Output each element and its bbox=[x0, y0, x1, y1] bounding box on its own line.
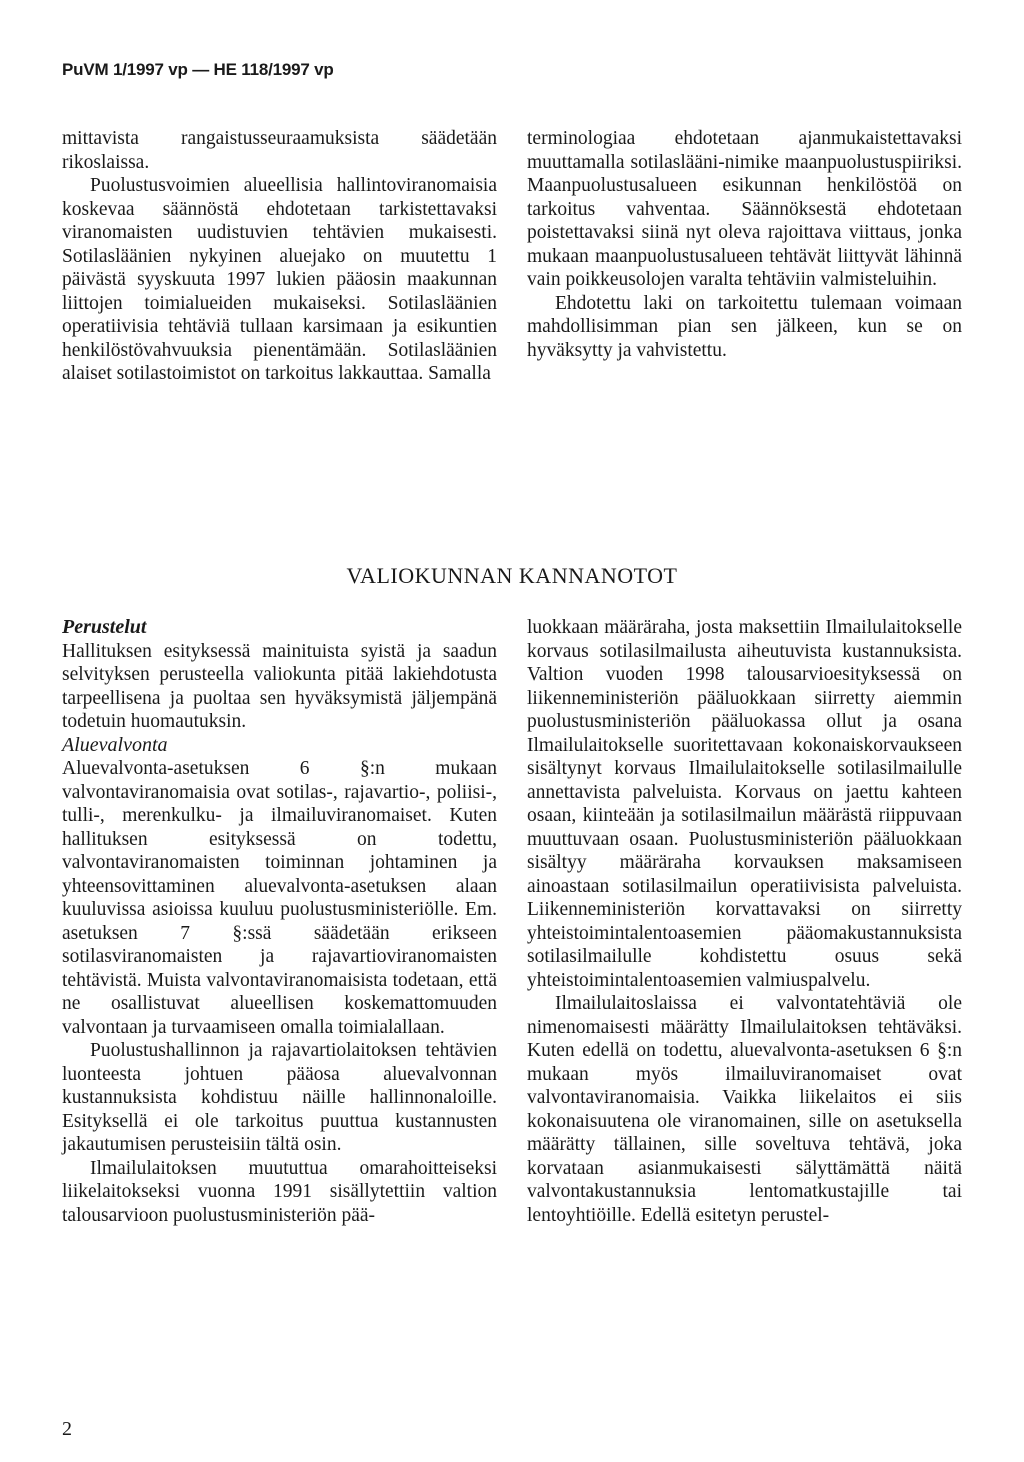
top-left-column bbox=[62, 127, 497, 386]
bottom-left-column bbox=[62, 616, 497, 1227]
paragraph: Ilmailulaitoksen muututtua omarahoitteiseksi liikelaitokseksi vuonna 1991 sisällytettiin valtion talousarvioon puolustusministeriön pää- bbox=[62, 1157, 497, 1226]
running-header: PuVM 1/1997 vp — HE 118/1997 vp bbox=[62, 60, 334, 79]
paragraph: luokkaan määräraha, josta maksettiin Ilmailulaitokselle korvaus sotilasilmailusta aiheutuvista kustannuksista. Valtion vuoden 1998 talousarvioesityksessä on liikenneministeriön pääluokkaan siirretty aiemmin puolustusministeriön pääluokassa ollut ja osana Ilmailulaitokselle suoritettavaan kokonaiskorvaukseen sisältynyt korvaus Ilmailulaitokselle sotilasilmailulle annettavista palveluista. Korvaus on jaettu kahteen osaan, kiinteään ja sotilasilmailun määrästä riippuvaan muuttuvaan osaan. Puolustusministeriön pääluokkaan sisältyy määräraha korvauksen maksamiseen ainoastaan sotilasilmailun operatiivisista palveluista. Liikenneministeriön korvattavaksi on siirretty yhteistoimintalentoasemien pääomakustannuksista sotilasilmailulle kohdistettu osuus sekä yhteistoimintalentoasemien valmiuspalvelu. bbox=[527, 617, 962, 991]
paragraph: Puolustushallinnon ja rajavartiolaitoksen tehtävien luonteesta johtuen pääosa aluevalvonnan kustannuksista kohdistuu näille hallinnonaloille. Esityksellä ei ole tarkoitus puuttua kustannusten jakautumisen perusteisiin tältä osin. bbox=[62, 1040, 497, 1155]
paragraph: Ehdotettu laki on tarkoitettu tulemaan voimaan mahdollisimman pian sen jälkeen, kun se on hyväksytty ja vahvistettu. bbox=[527, 292, 962, 361]
bottom-right-column bbox=[527, 616, 962, 1227]
paragraph: Ilmailulaitoslaissa ei valvontatehtäviä ole nimenomaisesti määrätty Ilmailulaitoksen tehtäväksi. Kuten edellä on todettu, aluevalvonta-asetuksen 6 §:n mukaan myös ilmailuviranomaiset ovat valvontaviranomaisia. Vaikka liikelaitos ei siis kokonaisuutena ole viranomainen, sille on asetuksella määrätty tällainen, sille soveltuva tehtävä, joka korvataan asianmukaisesti sälyttämättä näitä valvontakustannuksia lentomatkustajille tai lentoyhtiöille. Edellä esitetyn perustel- bbox=[527, 993, 962, 1226]
paragraph: mittavista rangaistusseuraamuksista säädetään rikoslaissa. bbox=[62, 128, 497, 173]
heading-perustelut: Perustelut bbox=[62, 616, 147, 638]
section-title: VALIOKUNNAN KANNANOTOT bbox=[346, 563, 678, 588]
top-right-column bbox=[527, 127, 962, 362]
paragraph: Aluevalvonta-asetuksen 6 §:n mukaan valvontaviranomaisia ovat sotilas-, rajavartio-, poliisi-, tulli-, merenkulku- ja ilmailuviranomaiset. Kuten hallituksen esityksessä on todettu, valvontaviranomaisten toiminnan johtaminen ja yhteensovittaminen aluevalvonta-asetuksen alaan kuuluvissa asioissa kuuluu puolustusministeriölle. Em. asetuksen 7 §:ssä säädetään erikseen sotilasviranomaisten ja rajavartioviranomaisten tehtävistä. Muista valvontaviranomaisista todetaan, että ne osallistuvat alueellisen koskemattomuuden valvontaan ja turvaamiseen omalla toimialallaan. bbox=[62, 758, 497, 1038]
page-number: 2 bbox=[62, 1418, 72, 1440]
paragraph: terminologiaa ehdotetaan ajanmukaistettavaksi muuttamalla sotilaslääni-nimike maanpuolustuspiiriksi. Maanpuolustusalueen esikunnan henkilöstöä on tarkoitus vahventaa. Säännöksestä ehdotetaan poistettavaksi siinä nyt oleva rajoittava viittaus, jonka mukaan maanpuolustusalueen tehtävät liittyvät lähinnä vain poikkeusolojen varalta tehtäviin valmisteluihin. bbox=[527, 128, 962, 290]
paragraph: Hallituksen esityksessä mainituista syistä ja saadun selvityksen perusteella valiokunta pitää lakiehdotusta tarpeellisena ja puoltaa sen hyväksymistä jäljempänä todetuin huomautuksin. bbox=[62, 640, 497, 732]
paragraph: Puolustusvoimien alueellisia hallintoviranomaisia koskevaa säännöstä ehdotetaan tarkistettavaksi viranomaisten uudistuvien tehtävien mukaisesti. Sotilasläänien nykyinen aluejako on muutettu 1 päivästä syyskuuta 1997 lukien pääosin maakunnan liittojen toimialueiden mukaiseksi. Sotilasläänien operatiivisia tehtäviä tullaan karsimaan ja esikuntien henkilöstövahvuuksia pienentämään. Sotilasläänien alaiset sotilastoimistot on tarkoitus lakkauttaa. Samalla bbox=[62, 175, 497, 384]
heading-aluevalvonta: Aluevalvonta bbox=[62, 733, 168, 756]
